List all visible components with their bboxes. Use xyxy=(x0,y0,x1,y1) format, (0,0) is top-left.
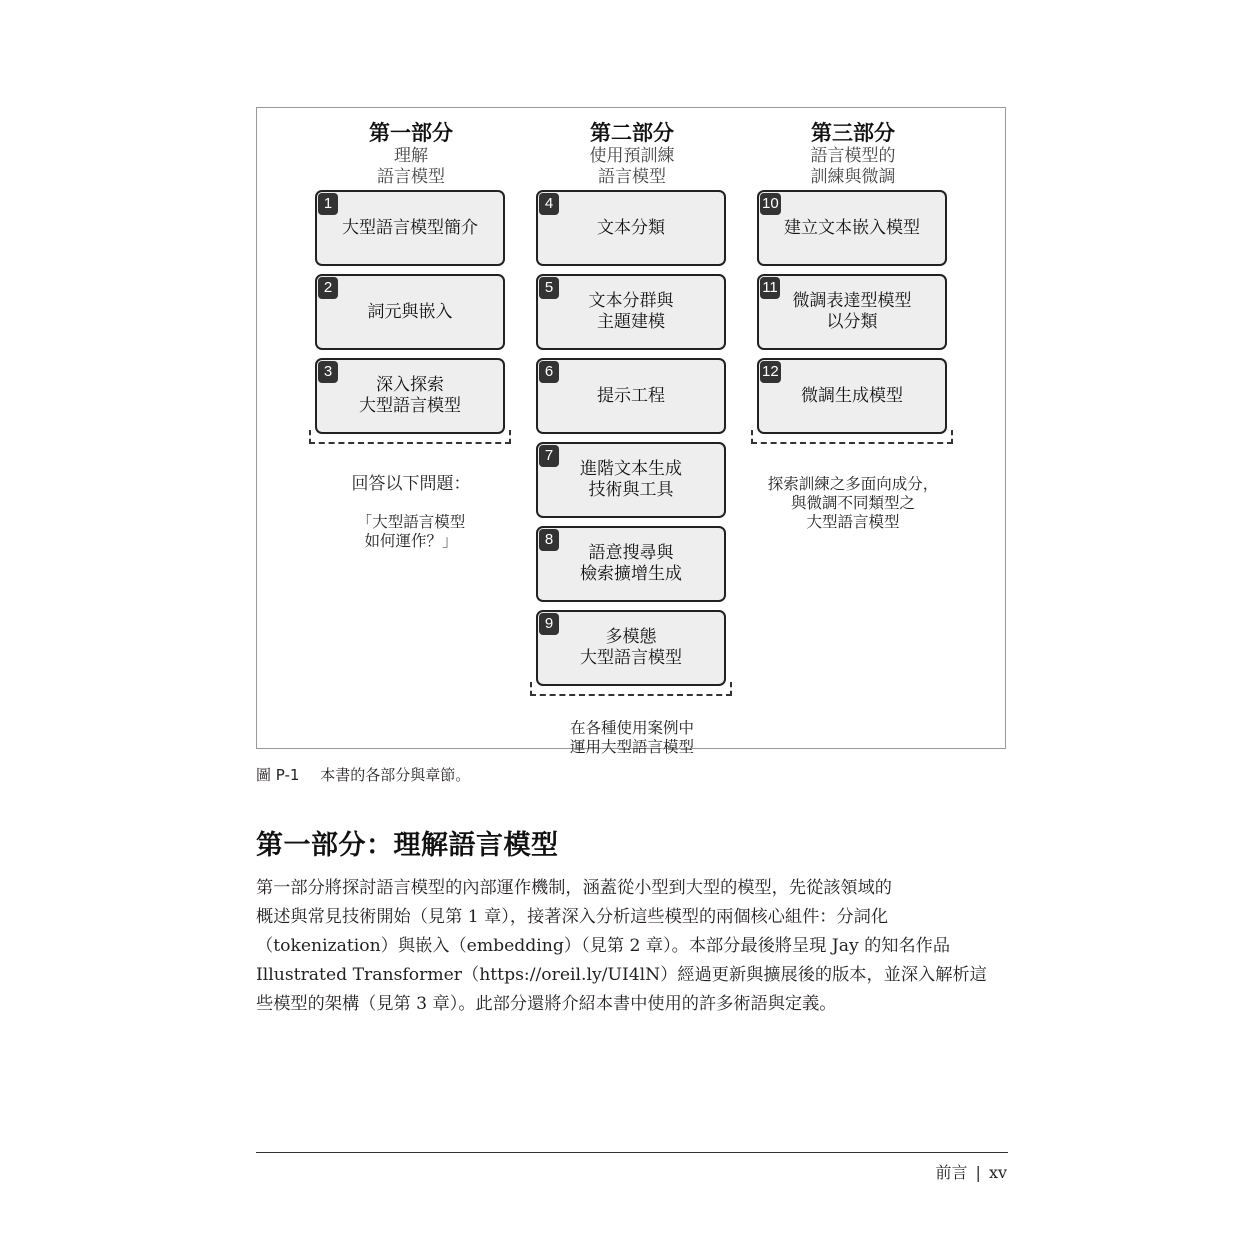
body-paragraph xyxy=(256,874,1008,1019)
chapter-title: 多模態 大型語言模型 xyxy=(580,627,682,668)
part-title: 第三部分 xyxy=(811,121,895,145)
page-number: xv xyxy=(988,1163,1007,1182)
chapter-number: 8 xyxy=(539,529,559,551)
chapter-title: 文本分群與 主題建模 xyxy=(588,291,674,332)
chapter-box-12 xyxy=(757,358,947,434)
part-header xyxy=(757,120,949,190)
chapter-box-5 xyxy=(536,274,726,350)
chapter-number: 10 xyxy=(760,193,781,215)
chapter-box-1 xyxy=(315,190,505,266)
note-title: 回答以下問題： xyxy=(351,474,471,494)
section-heading: 第一部分：理解語言模型 xyxy=(256,830,559,861)
footer-divider xyxy=(256,1152,1008,1153)
part-column-1 xyxy=(315,120,507,550)
part-title: 第一部分 xyxy=(369,121,453,145)
page-footer xyxy=(936,1160,1007,1183)
part-subtitle: 理解 語言模型 xyxy=(377,146,445,187)
chapter-title: 文本分類 xyxy=(597,217,665,238)
part-title: 第二部分 xyxy=(590,121,674,145)
chapter-number: 4 xyxy=(539,193,559,215)
part-column-2 xyxy=(536,120,728,756)
caption-label: 圖 P-1 xyxy=(256,766,300,784)
part-subtitle: 語言模型的 訓練與微調 xyxy=(810,146,896,187)
footer-separator: | xyxy=(975,1163,981,1182)
chapter-box-6 xyxy=(536,358,726,434)
dashed-bracket xyxy=(309,430,511,444)
chapter-box-8 xyxy=(536,526,726,602)
chapter-title: 微調表達型模型 以分類 xyxy=(792,291,912,332)
dashed-bracket xyxy=(751,430,953,444)
chapter-number: 6 xyxy=(539,361,559,383)
book-structure-figure xyxy=(256,107,1006,756)
chapter-title: 語意搜尋與 檢索擴增生成 xyxy=(580,543,682,584)
chapter-box-3 xyxy=(315,358,505,434)
part-column-3 xyxy=(757,120,949,531)
chapter-box-4 xyxy=(536,190,726,266)
chapter-number: 5 xyxy=(539,277,559,299)
chapter-title: 進階文本生成 技術與工具 xyxy=(580,459,682,500)
note-text: 「大型語言模型 如何運作？」 xyxy=(356,513,466,550)
paragraph-line: 些模型的架構（見第 3 章）。此部分還將介紹本書中使用的許多術語與定義。 xyxy=(256,994,837,1014)
part-subtitle: 使用預訓練 語言模型 xyxy=(589,146,675,187)
chapter-number: 7 xyxy=(539,445,559,467)
chapter-box-10 xyxy=(757,190,947,266)
chapter-number: 12 xyxy=(760,361,781,383)
part-note xyxy=(522,700,742,776)
caption-text: 本書的各部分與章節。 xyxy=(320,766,471,784)
paragraph-line: 概述與常見技術開始（見第 1 章），接著深入分析這些模型的兩個核心組件：分詞化 xyxy=(256,907,889,927)
chapter-title: 深入探索 大型語言模型 xyxy=(359,375,461,416)
paragraph-line: Illustrated Transformer（https://oreil.ly/UI4lN）經過更新與擴展後的版本，並深入解析這 xyxy=(256,965,987,985)
chapter-number: 2 xyxy=(318,277,338,299)
chapter-number: 3 xyxy=(318,361,338,383)
chapter-title: 詞元與嵌入 xyxy=(367,301,453,322)
chapter-box-9 xyxy=(536,610,726,686)
chapter-box-2 xyxy=(315,274,505,350)
chapter-number: 11 xyxy=(760,277,780,299)
chapter-number: 1 xyxy=(318,193,338,215)
chapter-title: 大型語言模型簡介 xyxy=(342,217,478,238)
note-text: 探索訓練之多面向成分， 與微調不同類型之 大型語言模型 xyxy=(767,475,939,531)
chapter-title: 微調生成模型 xyxy=(801,385,903,406)
chapter-box-7 xyxy=(536,442,726,518)
paragraph-line: 第一部分將探討語言模型的內部運作機制，涵蓋從小型到大型的模型，先從該領域的 xyxy=(256,878,892,898)
part-header xyxy=(536,120,728,190)
dashed-bracket xyxy=(530,682,732,696)
paragraph-line: （tokenization）與嵌入（embedding）（見第 2 章）。本部分最後將呈現 Jay 的知名作品 xyxy=(256,936,951,956)
chapter-title: 提示工程 xyxy=(597,385,665,406)
chapter-title: 建立文本嵌入模型 xyxy=(784,217,920,238)
part-header xyxy=(315,120,507,190)
chapter-number: 9 xyxy=(539,613,559,635)
part-note xyxy=(735,456,971,551)
note-text: 在各種使用案例中 運用大型語言模型 xyxy=(569,719,694,756)
footer-section: 前言 xyxy=(935,1163,968,1182)
figure-caption xyxy=(256,764,470,785)
part-note xyxy=(301,456,521,570)
chapter-box-11 xyxy=(757,274,947,350)
